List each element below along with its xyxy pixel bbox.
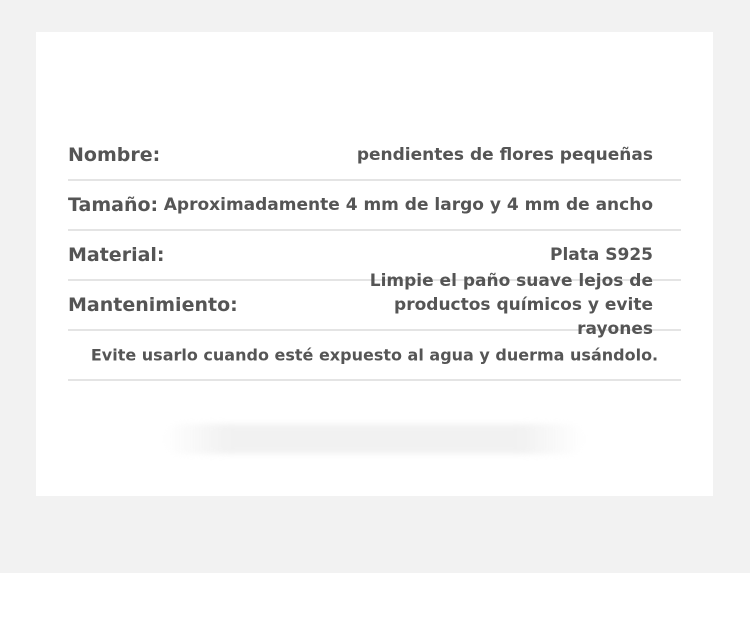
- usage-note: Evite usarlo cuando esté expuesto al agua y duerma usándolo.: [90, 345, 659, 365]
- spec-value-name: pendientes de flores pequeñas: [356, 145, 653, 165]
- product-spec-card: [36, 32, 713, 496]
- blurred-decoration: [164, 424, 584, 454]
- spec-label-size: Tamaño:: [68, 194, 159, 216]
- spec-value-size: Aproximadamente 4 mm de largo y 4 mm de ancho: [163, 195, 653, 215]
- spec-row-maintenance: [68, 271, 681, 339]
- spec-row-note: [68, 331, 681, 381]
- spec-row-size: [68, 181, 681, 231]
- spec-label-name: Nombre:: [68, 144, 161, 166]
- spec-value-material: Plata S925: [549, 245, 653, 265]
- spec-table: [68, 131, 681, 381]
- spec-row-name: [68, 131, 681, 181]
- spec-label-material: Material:: [68, 244, 165, 266]
- spec-label-maintenance: Mantenimiento:: [68, 294, 238, 316]
- spec-value-maintenance: Limpie el paño suave lejos de productos químicos y evite rayones: [369, 271, 653, 339]
- bottom-strip: [0, 573, 750, 618]
